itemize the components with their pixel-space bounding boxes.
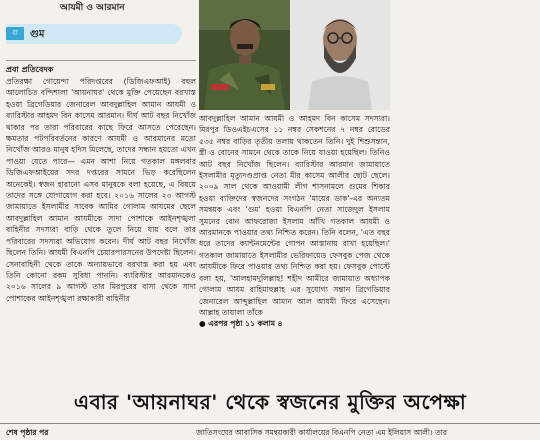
section-badge: বা xyxy=(6,27,24,40)
footer-divider xyxy=(0,423,540,424)
next-article-headline: এবার 'আয়নাঘর' থেকে স্বজনের মুক্তির অপেক্ষা xyxy=(73,390,467,414)
bearded-portrait-image xyxy=(290,0,390,110)
article-column-2 xyxy=(199,113,390,383)
section-banner xyxy=(6,24,182,44)
article-column-1 xyxy=(6,76,196,372)
continuation-note: ● এরপর পৃষ্ঠা ১১ কলাম ৪ xyxy=(199,319,283,329)
article-text-col2: আবদুল্লাহিল আমান আযমী ও আহমদ বিন কাসেম সদস্যরা। মিরপুর ডিওএইচএসের ১১ নম্বর সেকশনের ৭ নম্বর রোডের ৫৩৫ নম্বর বাড়ির তৃতীয় তলায় থাকতেন তিনি। দুই শিশুসন্তান, স্ত্রী ও বোনের সামনে থেকে তাকে নিয়ে যাওয়া হয়েছিল। তিনিও আট বছর নিখোঁজ ছিলেন। ব্যারিস্টার আরমান জামায়াতে ইসলামীর মৃত্যুদণ্ডপ্রাপ্ত নেতা মীর কাসেম আলীর ছোট ছেলে। ২০০৯ সাল থেকে আওয়ামী লীগ শাসনামলে গুমের শিকার হওয়া ব্যক্তিদের স্বজনদের সংগঠন 'মায়ের ডাক'-এর অন্যতম সমন্বয়ক এবং 'গুম' হওয়া বিএনপি নেতা সাজেদুল ইসলাম সুমনের বোন আফরোজা ইসলাম আঁখি গতকাল আযমী ও আরমানকে পাওয়ার তথ্য নিশ্চিত করেন। তিনি বলেন, 'এত বছর ধরে তাদের ক্যান্টনমেন্টের গোপন আস্তানায় রাখা হয়েছিল।' গতকাল জামায়াতে ইসলামীর ভেরিফায়েড ফেসবুক পেজ থেকে আযমীকে ফিরে পাওয়ার তথ্য নিশ্চিত করা হয়। ফেসবুক পোস্টে বলা হয়, 'আলহামদুলিল্লাহ! শহীদ আমীরে জামায়াত অধ্যাপক গোলাম আযম রাহিমাহুল্লাহ এর সুযোগ্য সন্তান ব্রিগেডিয়ার জেনারেল আব্দুল্লাহিল আমান আল আযমী ফিরে এসেছেন। আল্লাহ তায়ালা তাঁকে xyxy=(199,114,390,317)
next-article-text: জাতিসংঘের আবাসিক সমন্বয়কারী কার্যালয়ের বিএনপি নেতা এম ইলিয়াস আলী। তার xyxy=(196,428,447,437)
photo-arman xyxy=(290,0,390,110)
caption-names: আযমী ও আরমান xyxy=(60,3,125,13)
section-tag: গুম xyxy=(30,29,45,40)
continued-from-label: শেষ পৃষ্ঠার পর xyxy=(6,428,49,437)
photo-azmi xyxy=(199,0,290,110)
divider xyxy=(6,60,196,61)
reporter-byline: প্রবা প্রতিবেদক xyxy=(6,65,54,74)
article-text-col1: প্রতিরক্ষা গোয়েন্দা পরিদপ্তরের (ডিজিএফআই) বহুল আলোচিত বন্দিশালা 'আয়নাঘর' থেকে মুক্তি পেয়েছেন বরখাস্ত হওয়া ব্রিগেডিয়ার জেনারেল আবদুল্লাহিল আমান আযমী ও ব্যারিস্টার আহমদ বিন কাসেম আরমান। দীর্ঘ আট বছর নিখোঁজ থাকার পর তারা পরিবারের কাছে ফিরে আসতে পেরেছেন। ক্ষমতার পটপরিবর্তনের কারণে আযমী ও আরমানের মতো নিখোঁজ আরও মানুষ হদিস মিলেছে, তাদের সন্ধান হয়তো এখন পাওয়া যেতে পারে— এমন আশা নিয়ে গতকাল মঙ্গলবার ডিজিএফআইয়ের সদর দপ্তরের সামনে ভিড় করেছিলেন অনেকেই। স্বজন হারানো এসব মানুষকে বলা হয়েছে, এ বিষয়ে তাদের সঙ্গে যোগাযোগ করা হবে। ২০১৬ সালের ২৩ আগস্ট জামায়াতে ইসলামীর সাবেক আমির গোলাম আযমের ছেলে আবদুল্লাহিল আমান আযমীকে সাদা পোশাকে আইনশৃঙ্খলা বাহিনীর সদস্যরা বাড়ি থেকে তুলে নিয়ে যায় বলে তার পরিবারের সদস্যরা অভিযোগ করেন। দীর্ঘ আট বছর নিখোঁজ ছিলেন তিনি। আযমী বিএনপি চেয়ারপারসনের উপদেষ্টা ছিলেন। সেনাবাহিনী থেকে তাকে অন্যায়ভাবে বরখাস্ত করা হয় এবং তিনি কোনো রকম সুবিধা পাননি। ব্যারিস্টার আরমানকেও ২০১৬ সালের ৯ আগস্ট তার মিরপুরের বাসা থেকে সাদা পোশাকের আইনশৃঙ্খলা রক্ষাকারী বাহিনীর xyxy=(6,77,196,303)
uniform-portrait-image xyxy=(199,0,290,110)
